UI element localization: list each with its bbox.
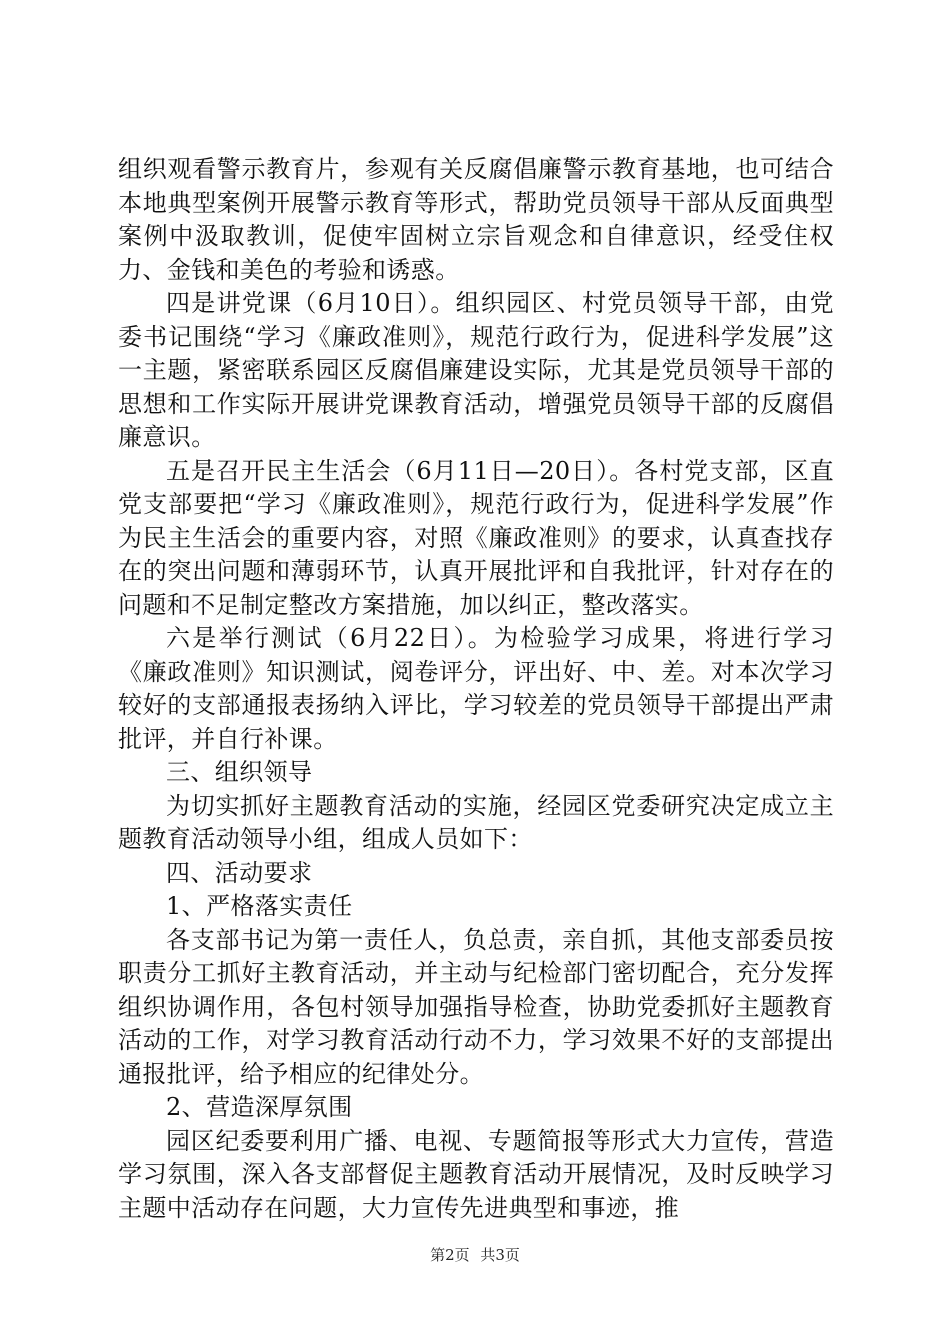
- paragraph-9: 各支部书记为第一责任人，负总责，亲自抓，其他支部委员按职责分工抓好主教育活动，并主动与纪检部门密切配合，充分发挥组织协调作用，各包村领导加强指导检查，协助党委抓好主题教育活动的工作，对学习教育活动行动不力，学习效果不好的支部提出通报批评，给予相应的纪律处分。: [118, 925, 834, 1088]
- section-heading-4: 四、活动要求: [166, 858, 313, 887]
- paragraph-11: 园区纪委要利用广播、电视、专题简报等形式大力宣传，营造学习氛围，深入各支部督促主题教育活动开展情况，及时反映学习主题中活动存在问题，大力宣传先进典型和事迹，推: [118, 1126, 834, 1222]
- paragraph-2: 四是讲党课（6月10日）。组织园区、村党员领导干部，由党委书记围绕“学习《廉政准则》，规范行政行为，促进科学发展”这一主题，紧密联系园区反腐倡廉建设实际，尤其是党员领导干部的思想和工作实际开展讲党课教育活动，增强党员领导干部的反腐倡廉意识。: [118, 289, 834, 451]
- document-body: [118, 153, 834, 1225]
- page-number: 第2页: [430, 1246, 470, 1264]
- subheading-1: 1、严格落实责任: [166, 892, 353, 920]
- paragraph-6: 为切实抓好主题教育活动的实施，经园区党委研究决定成立主题教育活动领导小组，组成人员如下：: [118, 791, 834, 853]
- page-footer: [0, 1244, 950, 1265]
- paragraph-4: 六是举行测试（6月22日）。为检验学习成果，将进行学习《廉政准则》知识测试，阅卷评分，评出好、中、差。对本次学习较好的支部通报表扬纳入评比，学习较差的党员领导干部提出严肃批评，并自行补课。: [118, 624, 834, 753]
- paragraph-1: 组织观看警示教育片，参观有关反腐倡廉警示教育基地，也可结合本地典型案例开展警示教育等形式，帮助党员领导干部从反面典型案例中汲取教训，促使牢固树立宗旨观念和自律意识，经受住权力、金钱和美色的考验和诱惑。: [118, 155, 834, 284]
- paragraph-3: 五是召开民主生活会（6月11日—20日）。各村党支部，区直党支部要把“学习《廉政准则》，规范行政行为，促进科学发展”作为民主生活会的重要内容，对照《廉政准则》的要求，认真查找存在的突出问题和薄弱环节，认真开展批评和自我批评，针对存在的问题和不足制定整改方案措施，加以纠正，整改落实。: [118, 456, 834, 619]
- subheading-2: 2、营造深厚氛围: [166, 1093, 353, 1121]
- page-total: 共3页: [480, 1246, 520, 1264]
- section-heading-3: 三、组织领导: [166, 758, 313, 786]
